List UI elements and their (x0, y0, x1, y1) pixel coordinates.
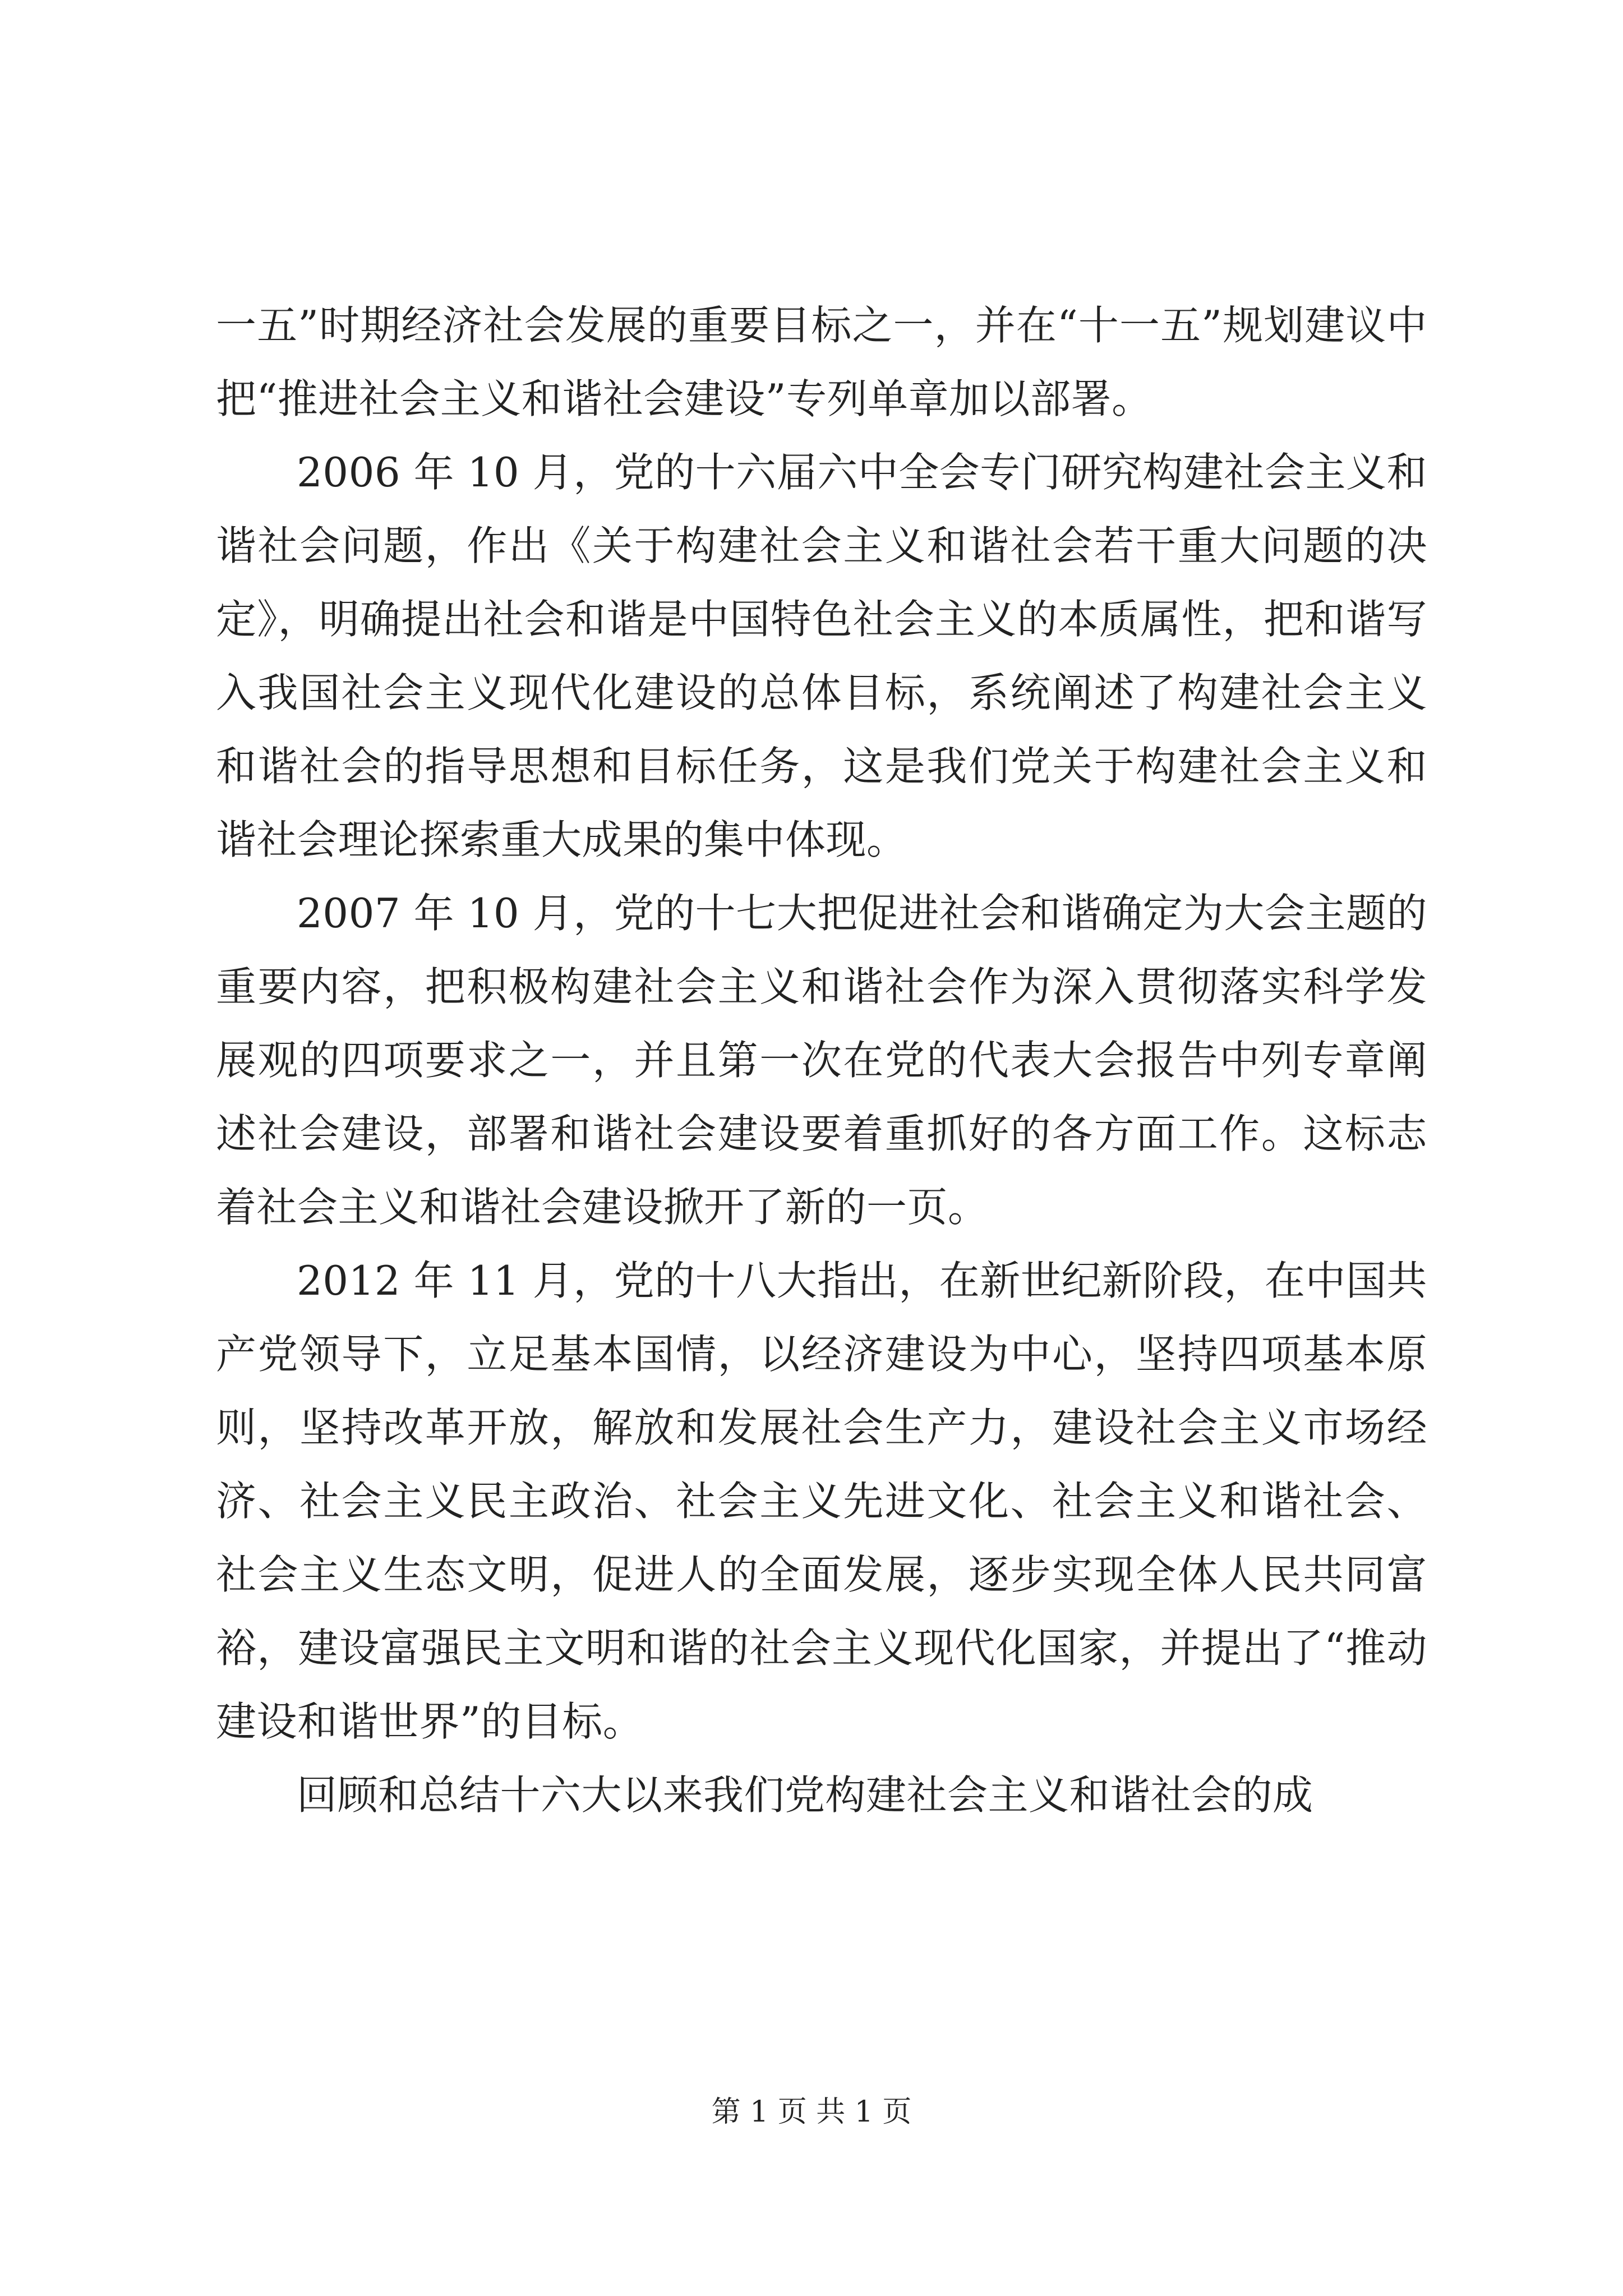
paragraph: 2007 年 10 月，党的十七大把促进社会和谐确定为大会主题的重要内容，把积极构建社会主义和谐社会作为深入贯彻落实科学发展观的四项要求之一，并且第一次在党的代表大会报告中列专章阐述社会建设，部署和谐社会建设要着重抓好的各方面工作。这标志着社会主义和谐社会建设掀开了新的一页。 (216, 890, 1427, 1231)
paragraph: 回顾和总结十六大以来我们党构建社会主义和谐社会的成 (297, 1772, 1313, 1819)
paragraph: 2012 年 11 月，党的十八大指出，在新世纪新阶段，在中国共产党领导下，立足基本国情，以经济建设为中心，坚持四项基本原则，坚持改革开放，解放和发展社会生产力，建设社会主义市场经济、社会主义民主政治、社会主义先进文化、社会主义和谐社会、社会主义生态文明，促进人的全面发展，逐步实现全体人民共同富裕，建设富强民主文明和谐的社会主义现代化国家，并提出了“推动建设和谐世界”的目标。 (216, 1257, 1427, 1745)
paragraph: 一五”时期经济社会发展的重要目标之一，并在“十一五”规划建议中把“推进社会主义和谐社会建设”专列单章加以部署。 (216, 302, 1427, 422)
paragraph: 2006 年 10 月，党的十六届六中全会专门研究构建社会主义和谐社会问题，作出《关于构建社会主义和谐社会若干重大问题的决定》，明确提出社会和谐是中国特色社会主义的本质属性，把和谐写入我国社会主义现代化建设的总体目标，系统阐述了构建社会主义和谐社会的指导思想和目标任务，这是我们党关于构建社会主义和谐社会理论探索重大成果的集中体现。 (216, 449, 1427, 863)
document-body (216, 289, 1427, 1832)
page-footer: 第 1 页 共 1 页 (711, 2095, 912, 2129)
